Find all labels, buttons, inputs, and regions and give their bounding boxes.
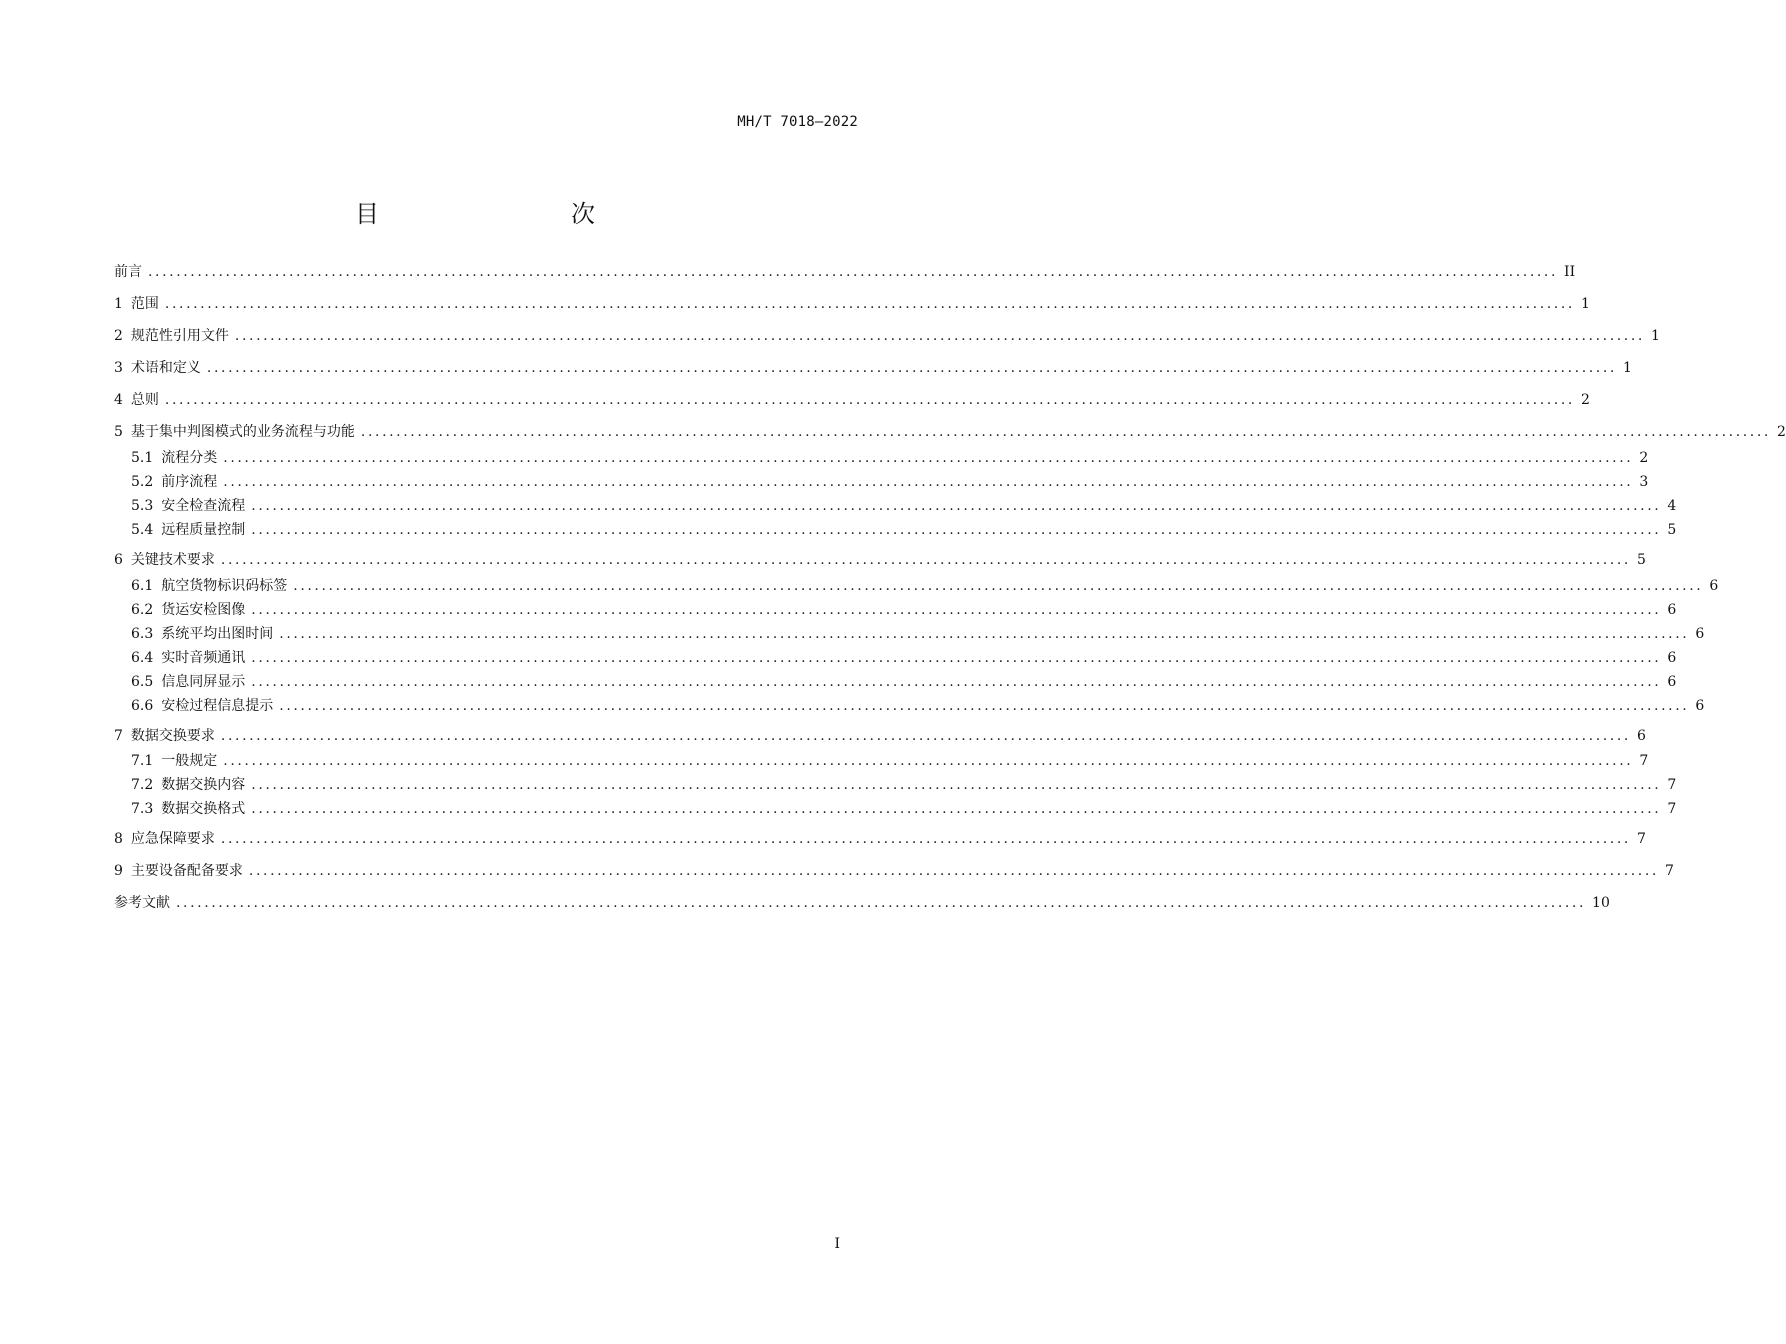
toc-leader-dots: ........................................................................................................................................................................................................ bbox=[220, 552, 1631, 568]
toc-entry[interactable] bbox=[131, 799, 1677, 819]
toc-entry-label: 主要设备配备要求 bbox=[130, 863, 243, 879]
toc-leader-dots: ........................................................................................................................................................................................................ bbox=[220, 831, 1631, 847]
toc-entry-number: 9 bbox=[114, 863, 123, 879]
toc-title: 目 次 bbox=[355, 200, 643, 228]
toc-entry-page: 1 bbox=[1650, 328, 1660, 344]
toc-entry-label: 系统平均出图时间 bbox=[161, 626, 274, 642]
toc-entry-page: 10 bbox=[1592, 895, 1610, 911]
toc-entry[interactable] bbox=[131, 672, 1677, 692]
toc-entry-page: 3 bbox=[1639, 474, 1649, 490]
toc-entry-label: 术语和定义 bbox=[130, 360, 201, 376]
toc-leader-dots: ........................................................................................................................................................................................................ bbox=[279, 698, 1690, 714]
toc-leader-dots: ........................................................................................................................................................................................................ bbox=[293, 578, 1704, 594]
toc-entry-label: 安全检查流程 bbox=[161, 498, 246, 514]
toc-leader-dots: ........................................................................................................................................................................................................ bbox=[223, 753, 1634, 769]
toc-entry-number: 6.3 bbox=[131, 626, 154, 642]
toc-entry-page: 1 bbox=[1622, 360, 1632, 376]
toc-entry-label: 参考文献 bbox=[114, 895, 170, 911]
toc-entry[interactable] bbox=[114, 294, 1590, 314]
toc-leader-dots: ........................................................................................................................................................................................................ bbox=[223, 474, 1634, 490]
toc-leader-dots: ........................................................................................................................................................................................................ bbox=[251, 777, 1662, 793]
toc-entry-page: 7 bbox=[1667, 801, 1677, 817]
toc-entry[interactable] bbox=[114, 829, 1646, 849]
toc-leader-dots: ........................................................................................................................................................................................................ bbox=[251, 801, 1662, 817]
footer-page-number: I bbox=[834, 1236, 840, 1252]
toc-entry-label: 数据交换格式 bbox=[161, 801, 246, 817]
toc-entry-label: 总则 bbox=[130, 392, 159, 408]
toc-entry-page: II bbox=[1564, 264, 1576, 280]
toc-leader-dots: ........................................................................................................................................................................................................ bbox=[248, 863, 1659, 879]
toc-entry-number: 8 bbox=[114, 831, 123, 847]
toc-leader-dots: ........................................................................................................................................................................................................ bbox=[251, 602, 1662, 618]
toc-entry[interactable] bbox=[131, 576, 1719, 596]
toc-entry-label: 货运安检图像 bbox=[161, 602, 246, 618]
toc-entry-number: 7 bbox=[114, 728, 123, 744]
toc-entry-page: 7 bbox=[1639, 753, 1649, 769]
toc-entry[interactable] bbox=[131, 751, 1649, 771]
toc-entry[interactable] bbox=[114, 326, 1660, 346]
toc-entry-label: 远程质量控制 bbox=[161, 522, 246, 538]
toc-entry-label: 数据交换内容 bbox=[161, 777, 246, 793]
toc-entry-page: 1 bbox=[1580, 296, 1590, 312]
toc-entry-page: 6 bbox=[1695, 626, 1705, 642]
toc-leader-dots: ........................................................................................................................................................................................................ bbox=[360, 424, 1771, 440]
toc-leader-dots: ........................................................................................................................................................................................................ bbox=[251, 498, 1662, 514]
toc-entry[interactable] bbox=[131, 496, 1677, 516]
toc-entry[interactable] bbox=[114, 861, 1674, 881]
toc-entry-page: 6 bbox=[1667, 650, 1677, 666]
toc-entry-number: 2 bbox=[114, 328, 123, 344]
toc-entry-label: 关键技术要求 bbox=[130, 552, 215, 568]
toc-entry-number: 7.2 bbox=[131, 777, 154, 793]
toc-entry[interactable] bbox=[131, 775, 1677, 795]
toc-entry-number: 6 bbox=[114, 552, 123, 568]
toc-entry-number: 6.2 bbox=[131, 602, 154, 618]
toc-entry[interactable] bbox=[131, 520, 1677, 540]
toc-leader-dots: ........................................................................................................................................................................................................ bbox=[164, 296, 1575, 312]
toc-entry[interactable] bbox=[114, 390, 1590, 410]
toc-entry[interactable] bbox=[114, 358, 1632, 378]
toc-entry[interactable] bbox=[131, 448, 1649, 468]
toc-entry-label: 前序流程 bbox=[161, 474, 218, 490]
toc-entry-page: 6 bbox=[1667, 602, 1677, 618]
toc-entry-label: 基于集中判图模式的业务流程与功能 bbox=[130, 424, 355, 440]
toc-entry[interactable] bbox=[131, 624, 1705, 644]
toc-entry[interactable] bbox=[114, 262, 1576, 282]
toc-entry-page: 6 bbox=[1709, 578, 1719, 594]
document-code: MH/T 7018—2022 bbox=[737, 114, 858, 130]
toc-entry-number: 5 bbox=[114, 424, 123, 440]
toc-entry-label: 应急保障要求 bbox=[130, 831, 215, 847]
toc-leader-dots: ........................................................................................................................................................................................................ bbox=[148, 264, 1559, 280]
toc-entry-page: 6 bbox=[1667, 674, 1677, 690]
toc-entry-page: 4 bbox=[1667, 498, 1677, 514]
toc-entry[interactable] bbox=[114, 422, 1786, 442]
toc-entry-page: 2 bbox=[1580, 392, 1590, 408]
toc-entry-number: 5.4 bbox=[131, 522, 154, 538]
toc-leader-dots: ........................................................................................................................................................................................................ bbox=[164, 392, 1575, 408]
toc-leader-dots: ........................................................................................................................................................................................................ bbox=[206, 360, 1617, 376]
toc-entry-page: 6 bbox=[1695, 698, 1705, 714]
toc-entry-page: 2 bbox=[1776, 424, 1786, 440]
toc-leader-dots: ........................................................................................................................................................................................................ bbox=[220, 728, 1631, 744]
toc-entry-page: 2 bbox=[1639, 450, 1649, 466]
toc-entry-label: 数据交换要求 bbox=[130, 728, 215, 744]
toc-leader-dots: ........................................................................................................................................................................................................ bbox=[251, 650, 1662, 666]
toc-entry-number: 7.3 bbox=[131, 801, 154, 817]
toc-entry[interactable] bbox=[131, 472, 1649, 492]
toc-entry-page: 6 bbox=[1636, 728, 1646, 744]
toc-entry-label: 一般规定 bbox=[161, 753, 218, 769]
toc-entry[interactable] bbox=[114, 893, 1610, 913]
toc-entry-label: 前言 bbox=[114, 264, 142, 280]
toc-entry-number: 7.1 bbox=[131, 753, 154, 769]
toc-leader-dots: ........................................................................................................................................................................................................ bbox=[251, 674, 1662, 690]
toc-entry-number: 1 bbox=[114, 296, 123, 312]
toc-entry-number: 5.3 bbox=[131, 498, 154, 514]
toc-entry-number: 6.5 bbox=[131, 674, 154, 690]
toc-entry-label: 安检过程信息提示 bbox=[161, 698, 274, 714]
toc-entry-number: 5.2 bbox=[131, 474, 154, 490]
toc-entry[interactable] bbox=[114, 726, 1646, 746]
toc-entry-page: 7 bbox=[1664, 863, 1674, 879]
toc-entry-page: 7 bbox=[1667, 777, 1677, 793]
toc-entry-label: 规范性引用文件 bbox=[130, 328, 229, 344]
toc-leader-dots: ........................................................................................................................................................................................................ bbox=[279, 626, 1690, 642]
toc-entry[interactable] bbox=[131, 696, 1705, 716]
toc-entry-label: 范围 bbox=[130, 296, 159, 312]
toc-entry-label: 实时音频通讯 bbox=[161, 650, 246, 666]
toc-entry[interactable] bbox=[131, 648, 1677, 668]
toc-entry[interactable] bbox=[114, 550, 1646, 570]
toc-entry-number: 6.4 bbox=[131, 650, 154, 666]
toc-entry-page: 5 bbox=[1667, 522, 1677, 538]
toc-entry-number: 5.1 bbox=[131, 450, 154, 466]
toc-leader-dots: ........................................................................................................................................................................................................ bbox=[223, 450, 1634, 466]
toc-entry-number: 4 bbox=[114, 392, 123, 408]
toc-leader-dots: ........................................................................................................................................................................................................ bbox=[234, 328, 1645, 344]
toc-entry-label: 流程分类 bbox=[161, 450, 218, 466]
toc-leader-dots: ........................................................................................................................................................................................................ bbox=[176, 895, 1587, 911]
toc-entry-page: 5 bbox=[1636, 552, 1646, 568]
toc-leader-dots: ........................................................................................................................................................................................................ bbox=[251, 522, 1662, 538]
toc-entry-number: 6.1 bbox=[131, 578, 154, 594]
toc-entry[interactable] bbox=[131, 600, 1677, 620]
toc-entry-number: 3 bbox=[114, 360, 123, 376]
toc-entry-label: 航空货物标识码标签 bbox=[161, 578, 288, 594]
toc-entry-label: 信息同屏显示 bbox=[161, 674, 246, 690]
toc-entry-number: 6.6 bbox=[131, 698, 154, 714]
toc-entry-page: 7 bbox=[1636, 831, 1646, 847]
